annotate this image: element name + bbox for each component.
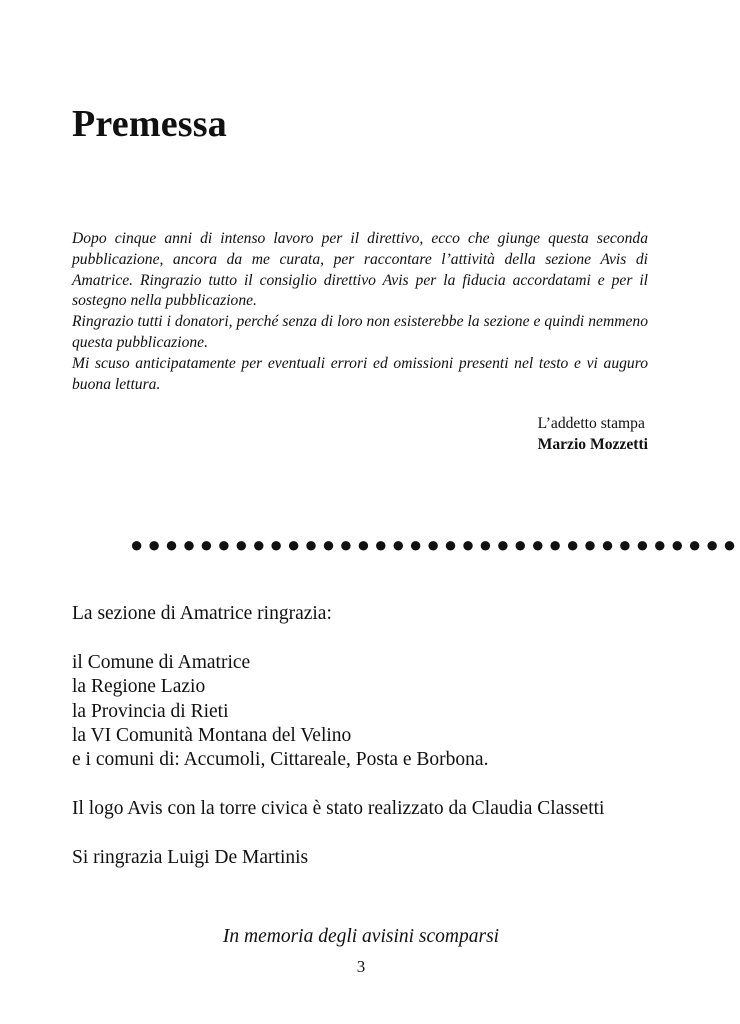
page-number: 3: [356, 957, 366, 976]
intro-paragraph: Mi scuso anticipatamente per eventuali errori ed omissioni presenti nel testo e vi auguro buona lettura.: [72, 354, 648, 393]
intro-paragraph: Dopo cinque anni di intenso lavoro per il direttivo, ecco che giunge questa seconda pubblicazione, ancora da me curata, per raccontare l’attività della sezione Avis di Amatrice. Ringrazio tutto il consiglio direttivo Avis per la fiducia accordatami e per il sostegno nella pubblicazione.: [72, 230, 648, 310]
page-title: Premessa: [72, 103, 227, 145]
acknowledgements-heading: La sezione di Amatrice ringrazia:: [72, 603, 332, 624]
logo-credit: Il logo Avis con la torre civica è stato realizzato da Claudia Classetti: [72, 798, 605, 820]
acknowledgements: [72, 602, 672, 870]
signature-name: Marzio Mozzetti: [537, 435, 648, 453]
acknowledgement-item: il Comune di Amatrice: [72, 651, 251, 673]
acknowledgement-item: la Regione Lazio: [72, 676, 206, 698]
signature: [538, 414, 648, 456]
memorial-line: In memoria degli avisini scomparsi: [222, 926, 500, 947]
dotted-divider: ●●●●●●●●●●●●●●●●●●●●●●●●●●●●●●●●●●●: [130, 532, 740, 557]
extra-thanks: Si ringrazia Luigi De Martinis: [72, 847, 309, 869]
intro-paragraph: Ringrazio tutti i donatori, perché senza di loro non esisterebbe la sezione e quindi nemmeno questa pubblicazione.: [72, 313, 648, 351]
signature-role: L’addetto stampa: [537, 415, 645, 432]
acknowledgement-item: la Provincia di Rieti: [72, 700, 229, 722]
acknowledgement-item: e i comuni di: Accumoli, Cittareale, Posta e Borbona.: [72, 749, 489, 771]
acknowledgement-item: la VI Comunità Montana del Velino: [72, 725, 352, 747]
intro-text: [72, 229, 648, 395]
